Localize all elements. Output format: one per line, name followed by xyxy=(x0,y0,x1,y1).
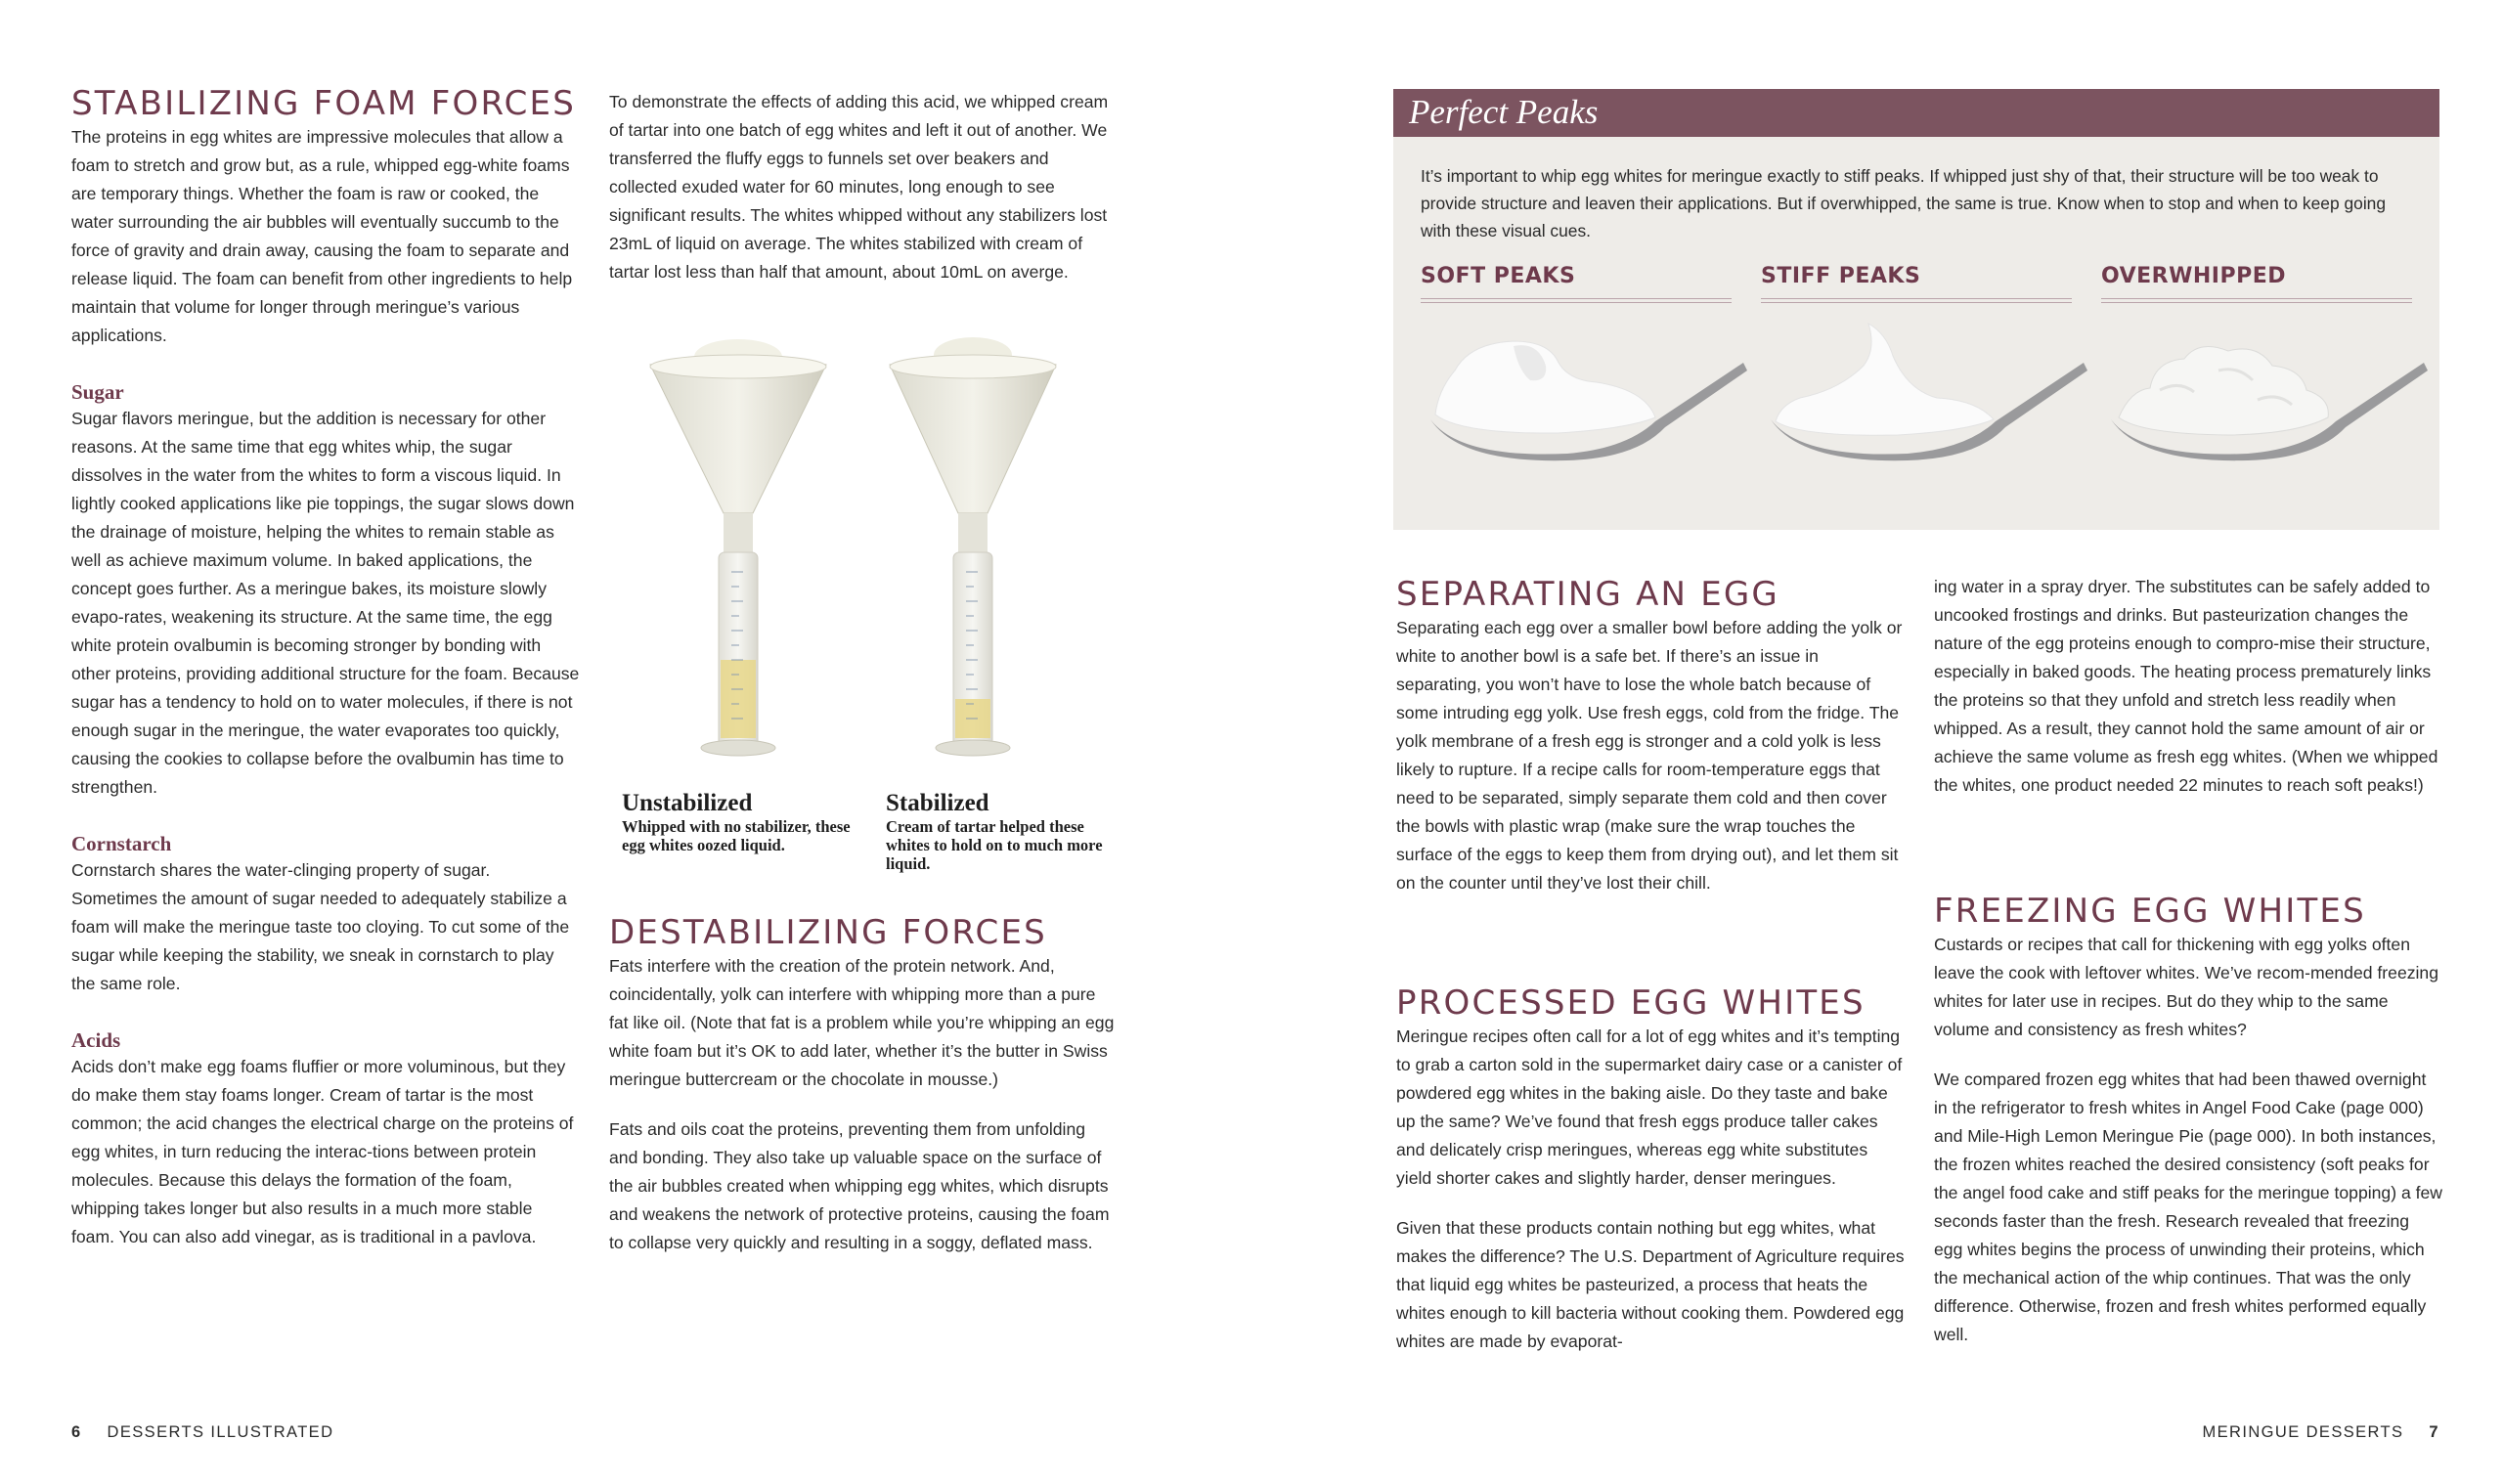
overwhipped-spoon-image xyxy=(2101,312,2434,468)
unstabilized-funnel xyxy=(650,339,826,756)
right-footer-title: MERINGUE DESSERTS xyxy=(2202,1423,2404,1441)
destabilizing-p1: Fats interfere with the creation of the protein network. And, coincidentally, yolk can interfere with whipping more than a pure fat like oil. (Note that fat is a problem while you’re whipping an egg white foam but it’s OK to add later, whether it’s the butter in Swiss meringue buttercream or the chocolate in mousse.) xyxy=(609,956,1115,1089)
peak-label-overwhipped: OVERWHIPPED xyxy=(2101,264,2287,288)
heading-processed-egg-whites: PROCESSED EGG WHITES xyxy=(1396,983,1866,1023)
right-page-number: 7 xyxy=(2429,1423,2439,1441)
peak-soft xyxy=(1421,263,1732,507)
caption-stabilized-title: Stabilized xyxy=(886,790,989,816)
freezing-p1: Custards or recipes that call for thickening with egg yolks often leave the cook with leftover whites. We’ve recom-mended freezing whites for later use in recipes. But do they whip to the same volume and consistency as fresh whites? xyxy=(1934,935,2439,1039)
heading-stabilizing-foam-forces: STABILIZING FOAM FORCES xyxy=(71,84,576,123)
perfect-peaks-sidebar xyxy=(1393,89,2439,530)
caption-stabilized xyxy=(886,790,1111,873)
sidebar-title: Perfect Peaks xyxy=(1409,93,1599,131)
right-column-2 xyxy=(1934,573,2442,800)
peak-rule xyxy=(1421,298,1732,303)
left-column-2-destabilizing xyxy=(609,913,1118,1257)
caption-unstabilized xyxy=(622,790,866,854)
heading-freezing-egg-whites: FREEZING EGG WHITES xyxy=(1934,892,2366,931)
separating-text: Separating each egg over a smaller bowl before adding the yolk or white to another bowl is a safe bet. If there’s an issue in separating, you won’t have to lose the whole batch because of some intruding egg yolk. Use fresh eggs, cold from the fridge. The yolk membrane of a fresh egg is stronger and a cold yolk is less likely to rupture. If a recipe calls for room-temperature eggs that need to be separated, simply separate them cold and then cover the bowls with plastic wrap (make sure the wrap touches the surface of the eggs to keep them from drying out), and let them sit on the counter until they’ve lost their chill. xyxy=(1396,618,1903,893)
heading-destabilizing-forces: DESTABILIZING FORCES xyxy=(609,913,1047,952)
peak-label-soft: SOFT PEAKS xyxy=(1421,264,1576,288)
left-footer xyxy=(71,1423,333,1442)
processed-p2: Given that these products contain nothing but egg whites, what makes the difference? The U.S. Department of Agriculture requires that liquid egg whites be pasteurized, a process that heats the whites enough to kill bacteria without cooking them. Powdered egg whites are made by evaporat- xyxy=(1396,1218,1905,1351)
freezing-p2: We compared frozen egg whites that had been thawed overnight in the refrigerator to fresh whites in Angel Food Cake (page 000) and Mile-High Lemon Meringue Pie (page 000). In both instances, the frozen whites reached the desired consistency (soft peaks for the angel food cake and stiff peaks for the meringue topping) a few seconds faster than the fresh. Research revealed that freezing egg whites begins the process of unwinding their proteins, which the mechanical action of the whip continues. That was the only difference. Otherwise, frozen and fresh whites performed equally well. xyxy=(1934,1069,2443,1344)
peak-rule xyxy=(2101,298,2412,303)
left-page-number: 6 xyxy=(71,1423,82,1441)
sugar-text: Sugar flavors meringue, but the addition is necessary for other reasons. At the same time that egg whites whip, the sugar dissolves in the water from the whites to form a viscous liquid. In lightly cooked applications like pie toppings, the sugar slows down the drainage of moisture, helping the whites to remain stable as well as achieve maximum volume. In baked applications, the concept goes further. As a meringue bakes, its moisture slowly evapo-rates, weakening its structure. At the same time, the egg white protein ovalbumin is becoming stronger by bonding with other proteins, providing additional structure for the foam. Because sugar has a tendency to hold on to water molecules, if there is not enough sugar in the meringue, the water evaporates too quickly, causing the cookies to collapse before the ovalbumin has time to strengthen. xyxy=(71,409,580,797)
right-column-1 xyxy=(1396,575,1905,897)
peak-label-stiff: STIFF PEAKS xyxy=(1761,264,1921,288)
caption-stabilized-text: Cream of tartar helped these whites to hold on to much more liquid. xyxy=(886,817,1103,873)
heading-separating-an-egg: SEPARATING AN EGG xyxy=(1396,575,1779,614)
stabilized-funnel xyxy=(890,337,1056,756)
peak-stiff xyxy=(1761,263,2072,507)
stabilizing-intro: The proteins in egg whites are impressive molecules that allow a foam to stretch and grow but, as a rule, whipped egg-white foams are temporary things. Whether the foam is raw or cooked, the water surrounding the air bubbles will eventually succumb to the force of gravity and drain away, causing the foam to separate and release liquid. The foam can benefit from other ingredients to help maintain that volume for longer through meringue’s various applications. xyxy=(71,127,573,345)
soft-peaks-spoon-image xyxy=(1421,312,1753,468)
sidebar-header xyxy=(1393,89,2439,137)
sidebar-intro: It’s important to whip egg whites for meringue exactly to stiff peaks. If whipped just shy of that, their structure will be too weak to provide structure and leaven their applications. But if overwhipped, the same is true. Know when to stop and when to keep going with these visual cues. xyxy=(1421,166,2387,240)
funnel-illustration xyxy=(606,327,1115,758)
cornstarch-text: Cornstarch shares the water-clinging property of sugar. Sometimes the amount of sugar needed to adequately stabilize a foam will make the meringue taste too cloying. To cut some of the sugar while keeping the stability, we sneak in cornstarch to play the same role. xyxy=(71,860,570,993)
destabilizing-p2: Fats and oils coat the proteins, preventing them from unfolding and bonding. They also take up valuable space on the surface of the air bubbles created when whipping egg whites, which disrupts and weakens the network of protective proteins, causing the foam to collapse very quickly and resulting in a soggy, deflated mass. xyxy=(609,1119,1110,1252)
left-column-2 xyxy=(609,88,1118,286)
right-footer xyxy=(2203,1423,2440,1442)
right-column-2-freezing xyxy=(1934,892,2442,1349)
acid-demo-text: To demonstrate the effects of adding this acid, we whipped cream of tartar into one batch of egg whites and left it out of another. We transferred the fluffy eggs to funnels set over beakers and collected exuded water for 60 minutes, long enough to see significant results. The whites whipped without any stabilizers lost 23mL of liquid on average. The whites stabilized with cream of tartar lost less than half that amount, about 10mL on averge. xyxy=(609,92,1109,282)
processed-continued: ing water in a spray dryer. The substitutes can be safely added to uncooked frostings and drinks. But pasteurization changes the nature of the egg proteins enough to compro-mise their structure, especially in baked goods. The heating process prematurely links the proteins so that they unfold and stretch less readily when whipped. As a result, they cannot hold the same amount of air or achieve the same volume as fresh egg whites. (When we whipped the whites, one product needed 22 minutes to reach soft peaks!) xyxy=(1934,577,2438,795)
left-footer-title: DESSERTS ILLUSTRATED xyxy=(107,1423,334,1441)
caption-unstabilized-text: Whipped with no stabilizer, these egg whites oozed liquid. xyxy=(622,817,851,854)
processed-p1: Meringue recipes often call for a lot of egg whites and it’s tempting to grab a carton sold in the supermarket dairy case or a canister of powdered egg whites in the baking aisle. Do they taste and bake up the same? We’ve found that fresh eggs produce taller cakes and delicately crisp meringues, whereas egg white substitutes yield shorter cakes and slightly harder, denser meringues. xyxy=(1396,1026,1903,1188)
caption-unstabilized-title: Unstabilized xyxy=(622,790,753,816)
subheading-acids: Acids xyxy=(71,1028,121,1052)
left-column-1 xyxy=(71,84,580,1251)
peak-rule xyxy=(1761,298,2072,303)
acids-text: Acids don’t make egg foams fluffier or more voluminous, but they do make them stay foams longer. Cream of tartar is the most common; the acid changes the electrical charge on the proteins of egg whites, in turn reducing the interac-tions between protein molecules. Because this delays the formation of the foam, whipping takes longer but also results in a much more stable foam. You can also add vinegar, as is traditional in a pavlova. xyxy=(71,1057,574,1246)
peak-overwhipped xyxy=(2101,263,2412,507)
stiff-peaks-spoon-image xyxy=(1761,312,2093,468)
funnel-experiment-figure xyxy=(606,327,1115,758)
subheading-sugar: Sugar xyxy=(71,380,124,404)
right-column-1-processed xyxy=(1396,983,1905,1356)
subheading-cornstarch: Cornstarch xyxy=(71,832,172,855)
